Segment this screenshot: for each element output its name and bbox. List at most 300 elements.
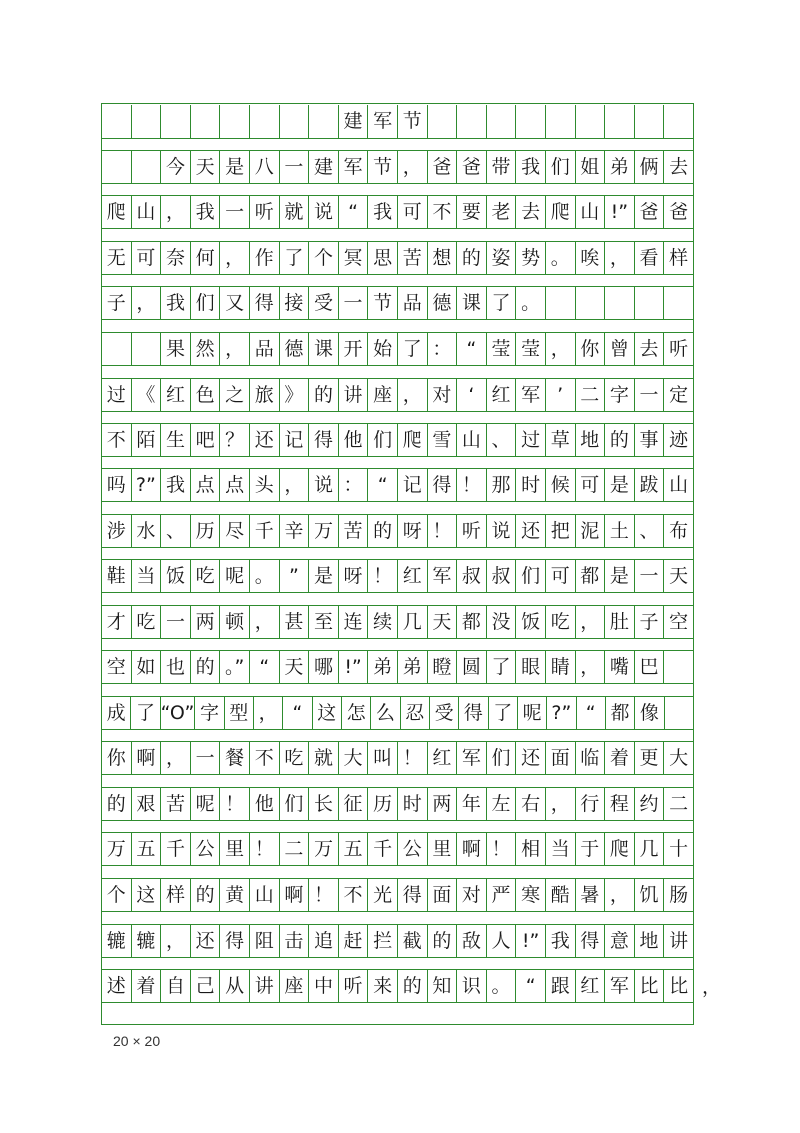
grid-cell: 们 <box>191 287 221 319</box>
grid-cell: 己 <box>191 970 221 1002</box>
grid-cell: 色 <box>191 379 221 411</box>
grid-cell: 大 <box>339 742 369 774</box>
grid-cell: ?” <box>547 697 576 729</box>
grid-row <box>102 378 693 412</box>
grid-cell: 甚 <box>280 606 310 638</box>
grid-cell: 跋 <box>635 469 665 501</box>
grid-cell: 迹 <box>669 428 689 451</box>
grid-cell: 定 <box>669 383 689 406</box>
grid-cell: ， <box>161 925 191 957</box>
grid-cell: 爸 <box>635 196 665 228</box>
grid-cell: 二 <box>576 379 606 411</box>
grid-cell: 得 <box>576 925 606 957</box>
grid-cell: 酷 <box>546 879 576 911</box>
grid-cell: 自 <box>161 970 191 1002</box>
grid-cell: 莹 <box>516 333 546 365</box>
grid-cell: 头 <box>250 469 280 501</box>
grid-cell: ， <box>254 697 283 729</box>
grid-cell: 肚 <box>605 606 635 638</box>
grid-cell: 爸 <box>669 200 689 223</box>
grid-size-caption: 20 × 20 <box>113 1033 161 1049</box>
grid-cell: 去 <box>669 155 689 178</box>
grid-row <box>102 878 693 912</box>
grid-cell: 军 <box>339 151 369 183</box>
grid-cell: 我 <box>161 469 191 501</box>
grid-cell: 是 <box>309 560 339 592</box>
grid-cell: ， <box>576 651 606 683</box>
grid-cell: ， <box>546 333 576 365</box>
grid-cell: 辛 <box>280 515 310 547</box>
grid-cell: “ <box>577 697 606 729</box>
grid-cell: 红 <box>487 379 517 411</box>
grid-cell <box>102 105 132 138</box>
grid-cell <box>605 105 635 138</box>
grid-cell: 旅 <box>250 379 280 411</box>
grid-cell: 吗 <box>102 469 132 501</box>
grid-cell: 就 <box>309 742 339 774</box>
grid-cell: 品 <box>398 287 428 319</box>
grid-cell: ！ <box>309 879 339 911</box>
grid-cell: 得 <box>459 697 488 729</box>
grid-row <box>102 105 693 139</box>
grid-row <box>102 332 693 366</box>
grid-cell: 是 <box>605 560 635 592</box>
grid-cell: 更 <box>635 742 665 774</box>
grid-cell: 千 <box>368 833 398 865</box>
grid-cell: ， <box>250 606 280 638</box>
grid-cell <box>516 105 546 138</box>
grid-cell: 土 <box>605 515 635 547</box>
grid-cell: 节 <box>368 287 398 319</box>
grid-cell: 饥 <box>635 879 665 911</box>
grid-cell <box>635 287 665 319</box>
grid-cell: 如 <box>132 651 162 683</box>
grid-cell: 看 <box>635 242 665 274</box>
grid-cell: 姐 <box>576 151 606 183</box>
grid-cell: 。” <box>220 651 250 683</box>
grid-cell: 十 <box>669 837 689 860</box>
grid-row <box>102 832 693 866</box>
grid-cell: 寒 <box>516 879 546 911</box>
grid-cell: 样 <box>161 879 191 911</box>
grid-cell: 地 <box>635 925 665 957</box>
grid-cell: 讲 <box>669 929 689 952</box>
grid-cell: 呢 <box>518 697 547 729</box>
grid-cell: 山 <box>132 196 162 228</box>
grid-cell: 也 <box>161 651 191 683</box>
grid-cell: 没 <box>487 606 517 638</box>
grid-cell <box>309 105 339 138</box>
grid-cell: 。 <box>250 560 280 592</box>
grid-cell: ， <box>161 742 191 774</box>
grid-cell: 山 <box>669 473 689 496</box>
grid-cell: 截 <box>398 925 428 957</box>
grid-row <box>102 696 693 730</box>
grid-cell: 是 <box>605 469 635 501</box>
grid-cell: 生 <box>161 424 191 456</box>
grid-cell: 右 <box>516 788 546 820</box>
grid-cell: 山 <box>457 424 487 456</box>
grid-cell: ‘ <box>457 379 487 411</box>
grid-cell: 长 <box>309 788 339 820</box>
grid-cell: 爸 <box>457 151 487 183</box>
grid-cell: 两 <box>191 606 221 638</box>
grid-cell: “ <box>250 651 280 683</box>
grid-cell: 德 <box>428 287 458 319</box>
grid-cell: 字 <box>195 697 224 729</box>
grid-cell: 这 <box>313 697 342 729</box>
grid-cell: 得 <box>309 424 339 456</box>
grid-cell: 作 <box>250 242 280 274</box>
grid-row <box>102 741 693 775</box>
grid-cell: 过 <box>102 379 132 411</box>
grid-cell: 样 <box>669 246 689 269</box>
grid-cell: 辘 <box>132 925 162 957</box>
grid-cell: 的 <box>309 379 339 411</box>
grid-cell: 的 <box>102 788 132 820</box>
grid-cell: 不 <box>250 742 280 774</box>
grid-cell: 几 <box>635 833 665 865</box>
grid-cell <box>664 287 693 319</box>
grid-cell: 军 <box>605 970 635 1002</box>
grid-cell: 我 <box>516 151 546 183</box>
grid-cell: 时 <box>516 469 546 501</box>
grid-cell: 叔 <box>457 560 487 592</box>
grid-cell: ， <box>220 333 250 365</box>
grid-cell: 字 <box>605 379 635 411</box>
grid-cell: 时 <box>398 788 428 820</box>
grid-cell: 空 <box>102 651 132 683</box>
grid-cell: 还 <box>516 515 546 547</box>
grid-cell: ， <box>398 379 428 411</box>
grid-cell: 可 <box>398 196 428 228</box>
grid-cell: 千 <box>161 833 191 865</box>
grid-cell: ， <box>605 879 635 911</box>
grid-cell: 万 <box>309 515 339 547</box>
grid-cell: “ <box>368 469 398 501</box>
grid-cell: 才 <box>102 606 132 638</box>
grid-cell: 击 <box>280 925 310 957</box>
grid-cell: 可 <box>132 242 162 274</box>
grid-cell: 辘 <box>102 925 132 957</box>
grid-cell <box>161 105 191 138</box>
grid-cell: 历 <box>191 515 221 547</box>
grid-cell: ！ <box>487 833 517 865</box>
grid-cell: 严 <box>487 879 517 911</box>
grid-cell: 地 <box>576 424 606 456</box>
grid-cell: ， <box>161 196 191 228</box>
grid-cell: ’ <box>546 379 576 411</box>
grid-cell <box>250 105 280 138</box>
grid-cell: 一 <box>191 742 221 774</box>
grid-cell: 苦 <box>398 242 428 274</box>
grid-cell: 弟 <box>398 651 428 683</box>
grid-cell: 点 <box>220 469 250 501</box>
grid-cell: 了 <box>487 287 517 319</box>
grid-cell: 公 <box>398 833 428 865</box>
grid-cell: 说 <box>309 469 339 501</box>
grid-row <box>102 286 693 320</box>
grid-cell: ！ <box>368 560 398 592</box>
grid-cell: 肠 <box>669 883 689 906</box>
grid-cell: ？ <box>220 424 250 456</box>
grid-cell: 的 <box>191 879 221 911</box>
grid-cell: ： <box>428 333 458 365</box>
grid-cell: 苦 <box>161 788 191 820</box>
grid-cell: 吃 <box>132 606 162 638</box>
grid-cell: 冥 <box>339 242 369 274</box>
grid-cell: 还 <box>191 925 221 957</box>
grid-cell: 比 <box>635 970 665 1002</box>
grid-cell: 二 <box>669 792 689 815</box>
grid-cell: 像 <box>635 697 664 729</box>
grid-cell: 不 <box>428 196 458 228</box>
grid-cell: 里 <box>428 833 458 865</box>
grid-cell <box>665 697 693 729</box>
grid-cell: 至 <box>309 606 339 638</box>
grid-cell: 、 <box>161 515 191 547</box>
grid-cell: 的 <box>457 242 487 274</box>
grid-cell: 征 <box>339 788 369 820</box>
grid-cell <box>487 105 517 138</box>
grid-cell: 无 <box>102 242 132 274</box>
grid-cell: 叫 <box>368 742 398 774</box>
grid-cell: 雪 <box>428 424 458 456</box>
grid-cell: 爬 <box>102 196 132 228</box>
grid-cell: 空 <box>669 610 689 633</box>
grid-cell <box>546 105 576 138</box>
grid-cell: 不 <box>339 879 369 911</box>
grid-cell: 们 <box>487 742 517 774</box>
grid-cell: 了 <box>487 651 517 683</box>
grid-cell: 德 <box>280 333 310 365</box>
grid-cell: 陌 <box>132 424 162 456</box>
grid-cell: 军 <box>428 560 458 592</box>
composition-grid-sheet <box>101 103 694 1025</box>
grid-cell: 么 <box>371 697 400 729</box>
grid-cell: 何 <box>191 242 221 274</box>
grid-cell: ！ <box>398 742 428 774</box>
grid-cell: 们 <box>546 151 576 183</box>
grid-cell <box>546 287 576 319</box>
grid-cell: 睛 <box>546 651 576 683</box>
grid-cell: 这 <box>132 879 162 911</box>
grid-cell: 尽 <box>220 515 250 547</box>
grid-cell: 接 <box>280 287 310 319</box>
grid-cell: 你 <box>102 742 132 774</box>
grid-cell: 果 <box>161 333 191 365</box>
grid-cell: 了 <box>489 697 518 729</box>
grid-cell: 曾 <box>605 333 635 365</box>
grid-cell: 都 <box>457 606 487 638</box>
grid-row <box>102 559 693 593</box>
grid-cell: 千 <box>250 515 280 547</box>
grid-cell: 吃 <box>280 742 310 774</box>
grid-row <box>102 468 693 502</box>
grid-cell <box>605 287 635 319</box>
grid-cell: ！ <box>220 788 250 820</box>
grid-cell: 红 <box>576 970 606 1002</box>
grid-cell: 听 <box>669 337 689 360</box>
grid-cell: 饭 <box>161 560 191 592</box>
grid-cell: 爬 <box>605 833 635 865</box>
grid-cell: 里 <box>220 833 250 865</box>
grid-cell: 个 <box>309 242 339 274</box>
grid-cell: 暑 <box>576 879 606 911</box>
grid-cell: ， <box>132 287 162 319</box>
grid-cell: 呀 <box>398 515 428 547</box>
grid-cell: ！ <box>250 833 280 865</box>
grid-cell: 莹 <box>487 333 517 365</box>
grid-cell <box>220 105 250 138</box>
grid-cell <box>664 105 693 138</box>
grid-row <box>102 241 693 275</box>
grid-cell: 当 <box>546 833 576 865</box>
grid-cell: ， <box>280 469 310 501</box>
grid-cell: 水 <box>132 515 162 547</box>
grid-cell: 知 <box>428 970 458 1002</box>
grid-cell: 弟 <box>605 151 635 183</box>
grid-cell: 历 <box>368 788 398 820</box>
grid-cell: 势 <box>516 242 546 274</box>
grid-cell: ， <box>220 242 250 274</box>
grid-cell: 红 <box>398 560 428 592</box>
grid-cell: 追 <box>309 925 339 957</box>
grid-cell: 节 <box>368 151 398 183</box>
grid-cell: 课 <box>457 287 487 319</box>
grid-cell: 姿 <box>487 242 517 274</box>
grid-cell: 军 <box>516 379 546 411</box>
grid-cell: 对 <box>428 379 458 411</box>
grid-cell: 怎 <box>342 697 371 729</box>
grid-cell: !” <box>339 651 369 683</box>
grid-cell: 五 <box>132 833 162 865</box>
grid-cell: 于 <box>576 833 606 865</box>
grid-cell: 瞪 <box>428 651 458 683</box>
grid-cell: 的 <box>368 515 398 547</box>
grid-cell: 都 <box>606 697 635 729</box>
grid-cell: 行 <box>576 788 606 820</box>
grid-cell: 吃 <box>191 560 221 592</box>
grid-cell: 记 <box>280 424 310 456</box>
grid-cell: “ <box>339 196 369 228</box>
grid-cell: 红 <box>161 379 191 411</box>
grid-cell: 记 <box>398 469 428 501</box>
grid-cell: 《 <box>132 379 162 411</box>
grid-cell: 子 <box>635 606 665 638</box>
grid-cell: 来 <box>368 970 398 1002</box>
grid-cell: 识 <box>457 970 487 1002</box>
grid-cell: 一 <box>280 151 310 183</box>
grid-cell: 呢 <box>220 560 250 592</box>
grid-cell: ， <box>605 242 635 274</box>
grid-cell: 天 <box>428 606 458 638</box>
grid-cell: 一 <box>635 560 665 592</box>
grid-cell: 啊 <box>280 879 310 911</box>
grid-cell: 嘴 <box>605 651 635 683</box>
grid-cell: 想 <box>428 242 458 274</box>
grid-cell: 讲 <box>339 379 369 411</box>
grid-cell: 俩 <box>635 151 665 183</box>
grid-cell: 开 <box>339 333 369 365</box>
grid-row <box>102 150 693 184</box>
grid-cell: 一 <box>339 287 369 319</box>
grid-row <box>102 514 693 548</box>
grid-cell: 课 <box>309 333 339 365</box>
grid-cell <box>132 151 162 183</box>
grid-cell: 当 <box>132 560 162 592</box>
grid-cell: 的 <box>398 970 428 1002</box>
grid-cell: 了 <box>398 333 428 365</box>
grid-cell: 涉 <box>102 515 132 547</box>
grid-row <box>102 605 693 639</box>
grid-cell: 一 <box>635 379 665 411</box>
grid-cell: 、 <box>635 515 665 547</box>
grid-cell: 艰 <box>132 788 162 820</box>
grid-cell: 军 <box>457 742 487 774</box>
grid-cell: 今 <box>161 151 191 183</box>
grid-cell: 万 <box>102 833 132 865</box>
grid-cell: 、 <box>487 424 517 456</box>
grid-cell: 我 <box>546 925 576 957</box>
grid-cell: 黄 <box>220 879 250 911</box>
grid-cell: 受 <box>430 697 459 729</box>
grid-cell: 约 <box>635 788 665 820</box>
grid-cell: 个 <box>102 879 132 911</box>
grid-cell: 唉 <box>576 242 606 274</box>
grid-cell: 点 <box>191 469 221 501</box>
grid-cell: ， <box>546 788 576 820</box>
grid-cell: 受 <box>309 287 339 319</box>
grid-cell: 去 <box>516 196 546 228</box>
grid-cell: 奈 <box>161 242 191 274</box>
grid-cell: 的 <box>191 651 221 683</box>
grid-cell: 草 <box>546 424 576 456</box>
grid-cell: 一 <box>220 196 250 228</box>
grid-cell: 说 <box>487 515 517 547</box>
grid-cell: “O” <box>161 697 196 729</box>
grid-cell: 啊 <box>457 833 487 865</box>
grid-cell: 圆 <box>457 651 487 683</box>
grid-cell: 苦 <box>339 515 369 547</box>
grid-cell: 。 <box>516 287 546 319</box>
grid-cell: 子 <box>102 287 132 319</box>
grid-cell: ， <box>398 151 428 183</box>
grid-cell: 面 <box>546 742 576 774</box>
grid-cell: 呢 <box>191 788 221 820</box>
grid-cell: 年 <box>457 788 487 820</box>
grid-cell: 去 <box>635 333 665 365</box>
grid-cell <box>191 105 221 138</box>
grid-cell: 跟 <box>546 970 576 1002</box>
grid-cell: 一 <box>161 606 191 638</box>
grid-cell: 得 <box>428 469 458 501</box>
grid-cell: 军 <box>368 105 398 138</box>
grid-cell: 吧 <box>191 424 221 456</box>
grid-cell: ， <box>576 606 606 638</box>
grid-cell: 你 <box>576 333 606 365</box>
grid-cell: “ <box>516 970 546 1002</box>
grid-cell: 拦 <box>368 925 398 957</box>
grid-cell: 然 <box>191 333 221 365</box>
grid-cell: 阻 <box>250 925 280 957</box>
grid-cell: ： <box>339 469 369 501</box>
grid-row <box>102 195 693 229</box>
grid-cell: 眼 <box>516 651 546 683</box>
grid-cell: 座 <box>368 379 398 411</box>
grid-cell: 人 <box>487 925 517 957</box>
grid-cell: 着 <box>605 742 635 774</box>
